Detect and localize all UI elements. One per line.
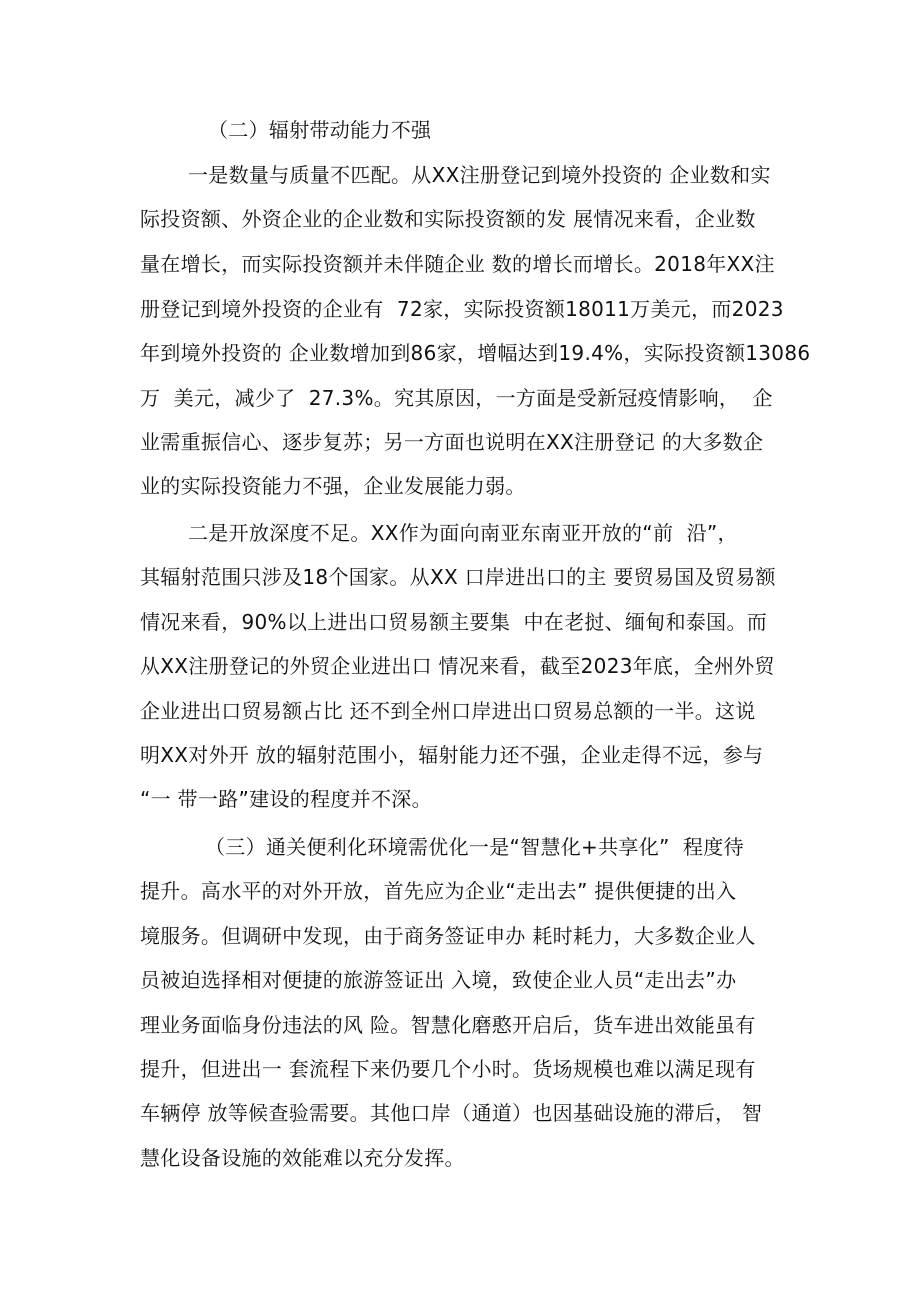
paragraph-line: 业的实际投资能力不强，企业发展能力弱。 xyxy=(140,474,526,498)
paragraph-line: 一是数量与质量不匹配。从XX注册登记到境外投资的 企业数和实 xyxy=(188,163,771,187)
paragraph-line: 提升。高水平的对外开放，首先应为企业“走出去” 提供便捷的出入 xyxy=(140,879,737,903)
paragraph-line: 提升，但进出一 套流程下来仍要几个小时。货场规模也难以满足现有 xyxy=(140,1057,756,1081)
paragraph-line: “一 带一路”建设的程度并不深。 xyxy=(140,787,432,811)
paragraph-line: 企业进出口贸易额占比 还不到全州口岸进出口贸易总额的一半。这说 xyxy=(140,699,756,723)
paragraph-line: 明XX对外开 放的辐射范围小，辐射能力还不强，企业走得不远，参与 xyxy=(140,743,764,767)
section-heading-2: （二）辐射带动能力不强 xyxy=(208,118,432,142)
paragraph-line: 万 美元，减少了 27.3%。究其原因，一方面是受新冠疫情影响， 企 xyxy=(140,386,773,410)
paragraph-line: 慧化设备设施的效能难以充分发挥。 xyxy=(140,1146,465,1170)
paragraph-line: 员被迫选择相对便捷的旅游签证出 入境，致使企业人员“走出去”办 xyxy=(140,968,737,992)
paragraph-line: 情况来看，90%以上进出口贸易额主要集 中在老挝、缅甸和泰国。而 xyxy=(140,610,768,634)
paragraph-line: 二是开放深度不足。XX作为面向南亚东南亚开放的“前 沿”， xyxy=(188,521,738,545)
section-heading-3: （三）通关便利化环境需优化一是“智慧化+共享化” 程度待 xyxy=(205,835,744,859)
paragraph-line: 理业务面临身份违法的风 险。智慧化磨憨开启后，货车进出效能虽有 xyxy=(140,1013,756,1037)
paragraph-line: 年到境外投资的 企业数增加到86家，增幅达到19.4%，实际投资额13086 xyxy=(140,341,811,365)
paragraph-line: 量在增长，而实际投资额并未伴随企业 数的增长而增长。2018年XX注 xyxy=(140,252,775,276)
paragraph-line: 业需重振信心、逐步复苏；另一方面也说明在XX注册登记 的大多数企 xyxy=(140,430,764,454)
paragraph-line: 际投资额、外资企业的企业数和实际投资额的发 展情况来看，企业数 xyxy=(140,207,756,231)
paragraph-line: 车辆停 放等候查验需要。其他口岸（通道）也因基础设施的滞后， 智 xyxy=(140,1101,763,1125)
paragraph-line: 境服务。但调研中发现，由于商务签证申办 耗时耗力，大多数企业人 xyxy=(140,924,756,948)
paragraph-line: 从XX注册登记的外贸企业进出口 情况来看，截至2023年底，全州外贸 xyxy=(140,654,775,678)
paragraph-line: 册登记到境外投资的企业有 72家，实际投资额18011万美元，而2023 xyxy=(140,297,784,321)
paragraph-line: 其辐射范围只涉及18个国家。从XX 口岸进出口的主 要贸易国及贸易额 xyxy=(140,565,776,589)
